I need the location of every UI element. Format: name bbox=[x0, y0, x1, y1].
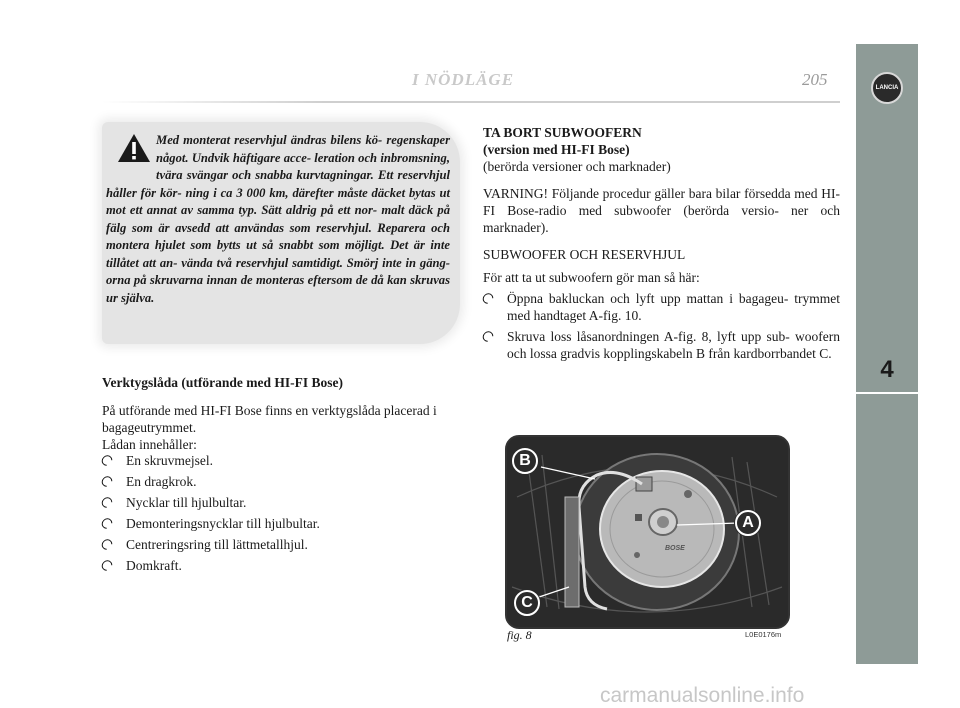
bullet-icon bbox=[481, 291, 496, 306]
steps-list bbox=[483, 290, 840, 362]
list-item: En skruvmejsel. bbox=[102, 452, 452, 469]
lancia-logo-icon bbox=[871, 72, 903, 104]
tab-divider bbox=[856, 392, 918, 394]
chapter-number: 4 bbox=[880, 356, 894, 383]
toolbox-intro-text: På utförande med HI-FI Bose finns en verktygslåda placerad i bagageutrymmet. bbox=[102, 403, 437, 435]
subwoofer-section bbox=[483, 124, 840, 362]
bullet-icon bbox=[100, 537, 115, 552]
warning-triangle-icon bbox=[116, 132, 152, 164]
callout-c: C bbox=[514, 590, 540, 616]
bose-mark: BOSE bbox=[665, 545, 685, 552]
toolbox-list bbox=[102, 452, 452, 578]
list-item: Skruva loss låsanordningen A-fig. 8, lyft upp sub- woofern och lossa gradvis kopplingskabeln B från kardborrbandet C. bbox=[483, 328, 840, 362]
figure-caption: fig. 8 bbox=[507, 628, 532, 642]
subwoofer-intro: För att ta ut subwoofern gör man så här: bbox=[483, 270, 700, 285]
list-item: Öppna bakluckan och lyft upp mattan i bagageu- trymmet med handtaget A-fig. 10. bbox=[483, 290, 840, 324]
toolbox-intro bbox=[102, 402, 452, 453]
list-item: Centreringsring till lättmetallhjul. bbox=[102, 536, 452, 553]
page-number: 205 bbox=[802, 70, 828, 89]
callout-b: B bbox=[512, 448, 538, 474]
bullet-icon bbox=[100, 453, 115, 468]
footer-watermark: carmanualsonline.info bbox=[600, 684, 805, 707]
list-item: Nycklar till hjulbultar. bbox=[102, 494, 452, 511]
list-item: En dragkrok. bbox=[102, 473, 452, 490]
bullet-icon bbox=[100, 495, 115, 510]
logo-text: LANCIA bbox=[875, 85, 899, 91]
bullet-icon bbox=[100, 516, 115, 531]
chapter-tab bbox=[856, 44, 918, 664]
toolbox-contains: Lådan innehåller: bbox=[102, 437, 197, 452]
warning-text: Med monterat reservhjul ändras bilens kö- regenskaper något. Undvik häftigare acce- leration och inbromsning, tvära svängar och snabba kurvtagningar. Ett reservhjul håller för kör- ning i ca 3 000 km, därefter måste däcket bytas ut mot ett annat av samma typ. Sätt aldrig på ett nor- malt däck på fälg som är avsedd att användas som reservhjul. Reparera och montera hjulet som bytts ut så snabbt som möjligt. Det är inte tillåtet att an- vända två reservhjul samtidigt. Smörj inte in gäng- orna på skruvarna innan de monteras eftersom de då kan skruvas ur själva. bbox=[106, 133, 450, 305]
list-item: Demonteringsnycklar till hjulbultar. bbox=[102, 515, 452, 532]
subwoofer-title: TA BORT SUBWOOFERN bbox=[483, 125, 642, 140]
header-rule bbox=[102, 101, 840, 103]
bullet-icon bbox=[481, 329, 496, 344]
warning-paragraph: VARNING! Följande procedur gäller bara bilar försedda med HI-FI Bose-radio med subwoofer (berörda versio- ner och marknader). bbox=[483, 186, 840, 235]
figure-code: L0E0176m bbox=[745, 630, 782, 639]
bullet-icon bbox=[100, 474, 115, 489]
section-title: I NÖDLÄGE bbox=[412, 70, 515, 89]
list-item: Domkraft. bbox=[102, 557, 452, 574]
subwoofer-subtitle: (version med HI-FI Bose) bbox=[483, 142, 630, 157]
toolbox-heading: Verktygslåda (utförande med HI-FI Bose) bbox=[102, 375, 343, 390]
bullet-icon bbox=[100, 558, 115, 573]
subwoofer-note: (berörda versioner och marknader) bbox=[483, 159, 671, 174]
callout-a: A bbox=[735, 510, 761, 536]
warning-text-block bbox=[106, 132, 450, 307]
subwoofer-heading: SUBWOOFER OCH RESERVHJUL bbox=[483, 247, 686, 262]
